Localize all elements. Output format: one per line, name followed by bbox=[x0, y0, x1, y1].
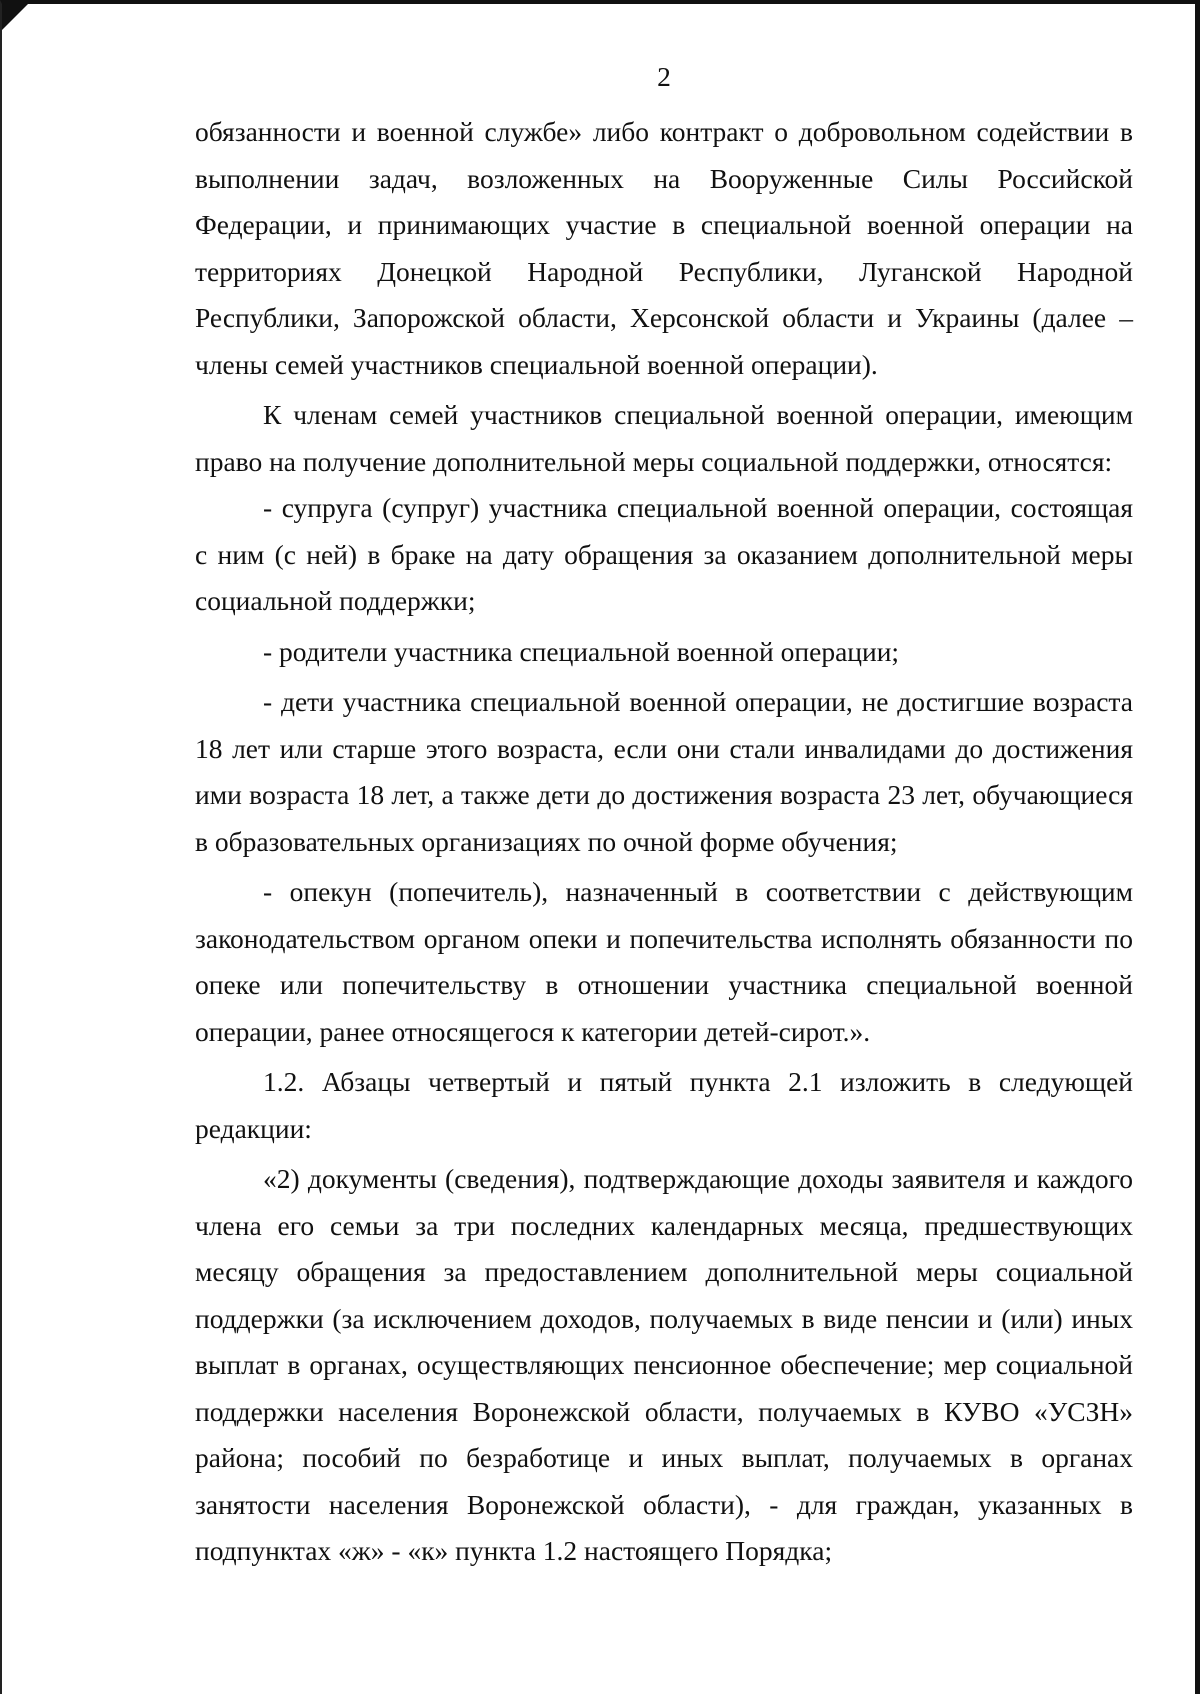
paragraph-documents-income: «2) документы (сведения), подтверждающие доходы заявителя и каждого члена его семьи за три последних календарных месяца, предшествующих месяцу обращения за предоставлением дополнительной меры социальной поддержки (за исключением доходов, получаемых в виде пенсии и (или) иных выплат в органах, осуществляющих пенсионное обеспечение; мер социальной поддержки населения Воронежской области, получаемых в КУВО «УСЗН» района; пособий по безработице и иных выплат, получаемых в органах занятости населения Воронежской области), - для граждан, указанных в подпунктах «ж» - «к» пункта 1.2 настоящего Порядка; bbox=[195, 1163, 1133, 1566]
list-item-parents: - родители участника специальной военной операции; bbox=[263, 635, 900, 667]
page-number: 2 bbox=[657, 61, 671, 92]
paragraph-amendment-1-2: 1.2. Абзацы четвертый и пятый пункта 2.1 изложить в следующей редакции: bbox=[195, 1066, 1133, 1144]
list-item-spouse: - супруга (супруг) участника специальной военной операции, состоящая с ним (с ней) в браке на дату обращения за оказанием дополнительной меры социальной поддержки; bbox=[195, 492, 1133, 616]
list-item-children: - дети участника специальной военной операции, не достигшие возраста 18 лет или старше этого возраста, если они стали инвалидами до достижения ими возраста 18 лет, а также дети до достижения возраста 23 лет, обучающиеся в образовательных организациях по очной форме обучения; bbox=[195, 686, 1133, 857]
page-corner-shadow bbox=[2, 4, 28, 30]
paragraph-family-members-intro: К членам семей участников специальной военной операции, имеющим право на получение дополнительной меры социальной поддержки, относятся: bbox=[195, 399, 1133, 477]
paragraph-continuation: обязанности и военной службе» либо контракт о добровольном содействии в выполнении задач, возложенных на Вооруженные Силы Российской Федерации, и принимающих участие в специальной военной операции на территориях Донецкой Народной Республики, Луганской Народной Республики, Запорожской области, Херсонской области и Украины (далее – члены семей участников специальной военной операции). bbox=[195, 116, 1133, 380]
list-item-guardian: - опекун (попечитель), назначенный в соответствии с действующим законодательством органом опеки и попечительства исполнять обязанности по опеке или попечительству в отношении участника специальной военной операции, ранее относящегося к категории детей-сирот.». bbox=[195, 876, 1133, 1047]
document-page bbox=[195, 52, 1133, 1575]
